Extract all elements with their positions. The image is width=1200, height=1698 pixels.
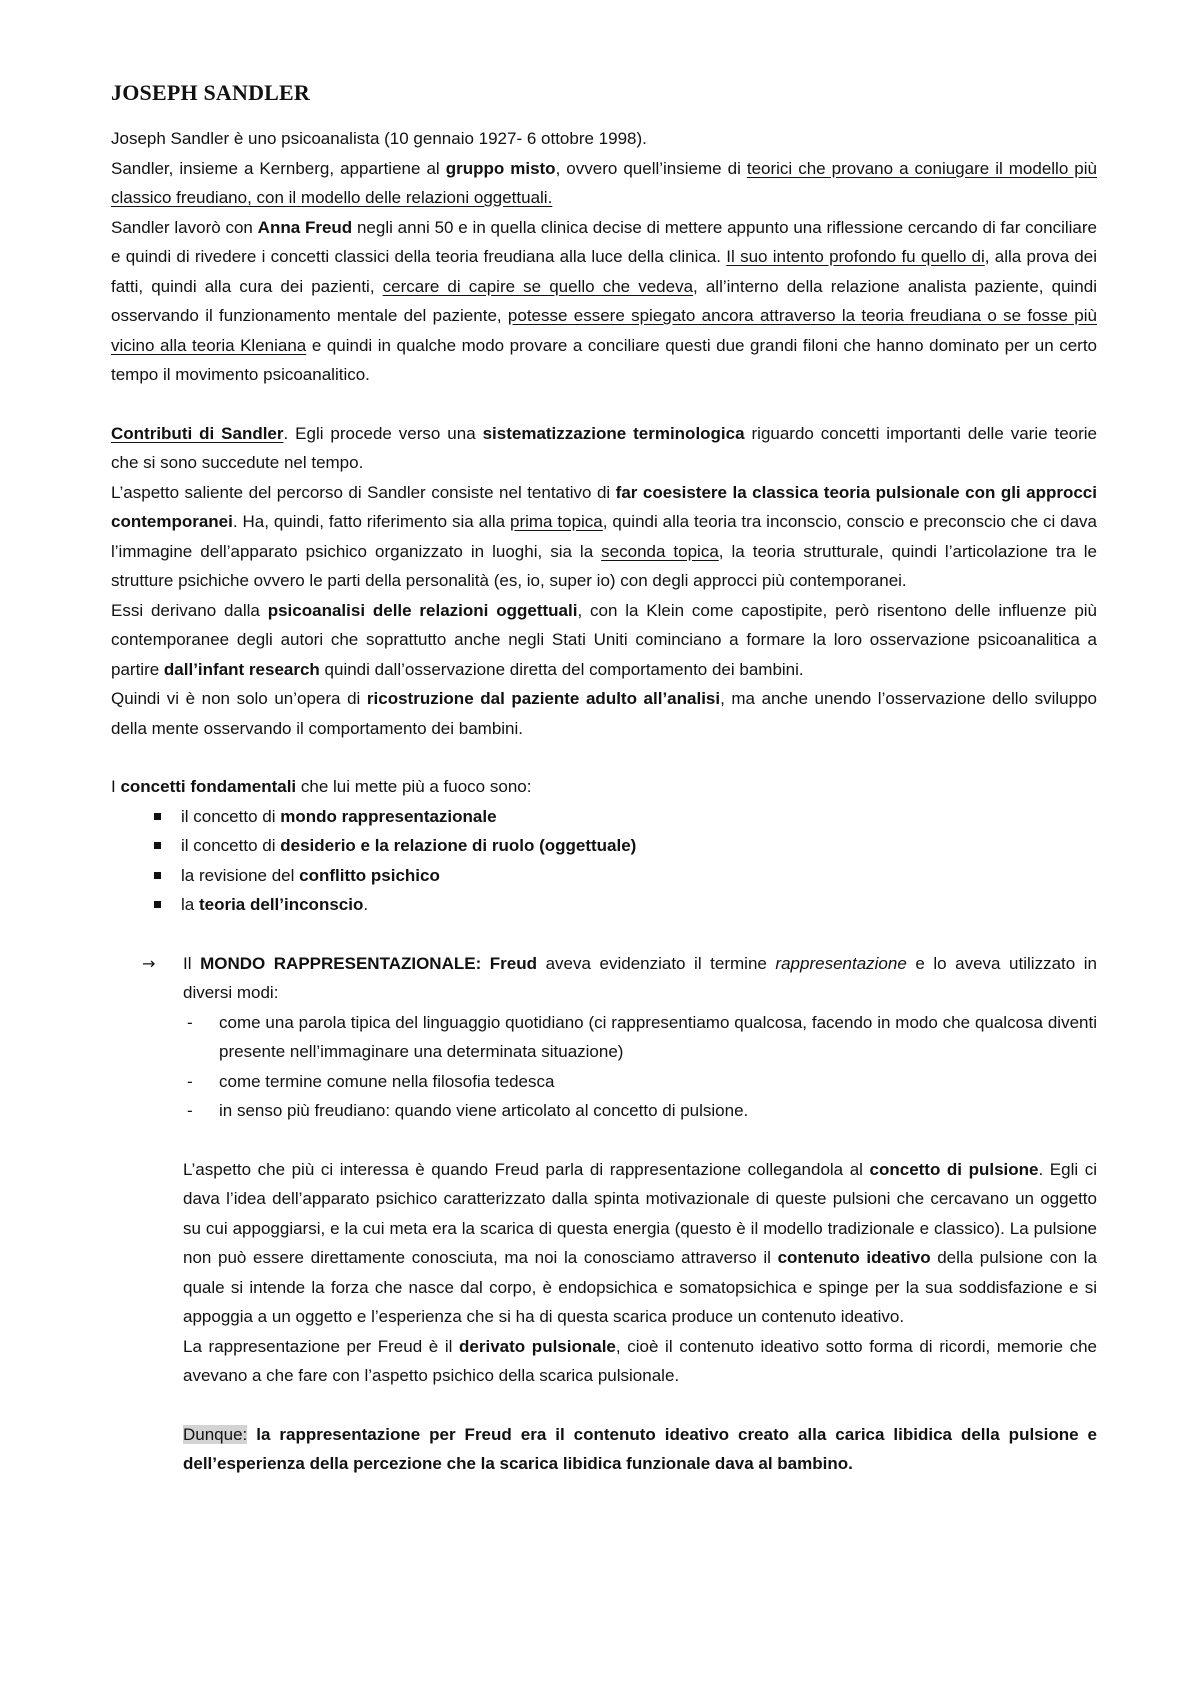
relazioni-oggettuali-paragraph: Essi derivano dalla psicoanalisi delle relazioni oggettuali, con la Klein come capostipite, però risentono delle influenze più contemporanee degli autori che soprattutto anche negli Stati Uniti cominciano a formare la loro osservazione psicoanalitica a partire dall’infant research quindi dall’osservazione diretta del comportamento dei bambini. — [111, 600, 1098, 679]
derivato-pulsionale-paragraph: La rappresentazione per Freud è il derivato pulsionale, cioè il contenuto ideativo sotto forma di ricordi, memorie che avevano a che fare con l’aspetto psichico della scarica pulsionale. — [183, 1336, 1097, 1385]
list-item: - in senso più freudiano: quando viene articolato al concetto di pulsione. — [183, 1096, 1097, 1126]
list-item: - come termine comune nella filosofia tedesca — [183, 1067, 1097, 1097]
intro-dates: Joseph Sandler è uno psicoanalista (10 gennaio 1927- 6 ottobre 1998). — [111, 129, 647, 148]
pulsione-section — [111, 1155, 1097, 1479]
ricostruzione-paragraph: Quindi vi è non solo un’opera di ricostruzione dal paziente adulto all’analisi, ma anche unendo l’osservazione dello sviluppo della mente osservando il comportamento dei bambini. — [111, 689, 1097, 738]
rappresentazione-uses-list — [183, 1008, 1097, 1126]
intro-paragraph-anna-freud: Sandler lavorò con Anna Freud negli anni 50 e in quella clinica decise di mettere appunto una riflessione cercando di far conciliare e quindi di rivedere i concetti classici della teoria freudiana alla luce della clinica. Il suo intento profondo fu quello di, alla prova dei fatti, quindi alla cura dei pazienti, cercare di capire se quello che vedeva, all’interno della relazione analista paziente, quindi osservando il funzionamento mentale del paziente, potesse essere spiegato ancora attraverso la teoria freudiana o se fosse più vicino alla teoria Kleniana e quindi in qualche modo provare a conciliare questi due grandi filoni che hanno dominato per un certo tempo il movimento psicoanalitico. — [111, 217, 1097, 384]
list-item: il concetto di mondo rappresentazionale — [151, 802, 1097, 832]
arrow-right-icon: → — [142, 953, 156, 973]
list-item: la teoria dell’inconscio. — [151, 890, 1097, 920]
list-item: - come una parola tipica del linguaggio quotidiano (ci rappresentiamo qualcosa, facendo in modo che qualcosa diventi presente nell’immaginare una determinata situazione) — [183, 1008, 1097, 1067]
conclusion-paragraph: Dunque: la rappresentazione per Freud era il contenuto ideativo creato alla carica libidica della pulsione e dell’esperienza della percezione che la scarica libidica funzionale dava al bambino. — [183, 1424, 1097, 1473]
highlighted-word: Dunque: — [183, 1424, 248, 1444]
mondo-rappresentazionale-section — [111, 949, 1097, 1126]
concetti-list — [111, 802, 1097, 920]
pulsione-paragraph: L’aspetto che più ci interessa è quando Freud parla di rappresentazione collegandola al concetto di pulsione. Egli ci dava l’idea dell’apparato psichico caratterizzato dalla spinta motivazionale di queste pulsioni che cercavano un oggetto su cui appoggiarsi, e la cui meta era la scarica di questa energia (questo è il modello tradizionale e classico). La pulsione non può essere direttamente conosciuta, ma noi la conosciamo attraverso il contenuto ideativo della pulsione con la quale si intende la forza che nasce dal corpo, è endopsichica e somatopsichica e spinge per la sua soddisfazione e si appoggia a un oggetto e l’esperienza che si ha di questa scarica produce un contenuto ideativo. — [183, 1159, 1097, 1326]
intro-paragraph-gruppo-misto: Sandler, insieme a Kernberg, appartiene al gruppo misto, ovvero quell’insieme di teorici che provano a coniugare il modello più classico freudiano, con il modello delle relazioni oggettuali. — [111, 158, 1097, 207]
mondo-heading: Il MONDO RAPPRESENTAZIONALE: Freud aveva evidenziato il termine rappresentazione e lo aveva utilizzato in diversi modi: — [183, 953, 1097, 1002]
concetti-intro: I concetti fondamentali che lui mette più a fuoco sono: — [111, 777, 532, 796]
list-item: la revisione del conflitto psichico — [151, 861, 1097, 891]
document-title: JOSEPH SANDLER — [111, 80, 311, 105]
list-item: il concetto di desiderio e la relazione di ruolo (oggettuale) — [151, 831, 1097, 861]
aspetto-saliente-paragraph: L’aspetto saliente del percorso di Sandler consiste nel tentativo di far coesistere la classica teoria pulsionale con gli approcci contemporanei. Ha, quindi, fatto riferimento sia alla prima topica, quindi alla teoria tra inconscio, conscio e preconscio che ci dava l’immagine dell’apparato psichico organizzato in luoghi, sia la seconda topica, la teoria strutturale, quindi l’articolazione tra le strutture psichiche ovvero le parti della personalità (es, io, super io) con degli approcci più contemporanei. — [111, 482, 1097, 590]
contributi-paragraph: Contributi di Sandler. Egli procede verso una sistematizzazione terminologica riguardo concetti importanti delle varie teorie che si sono succedute nel tempo. — [111, 423, 1098, 472]
